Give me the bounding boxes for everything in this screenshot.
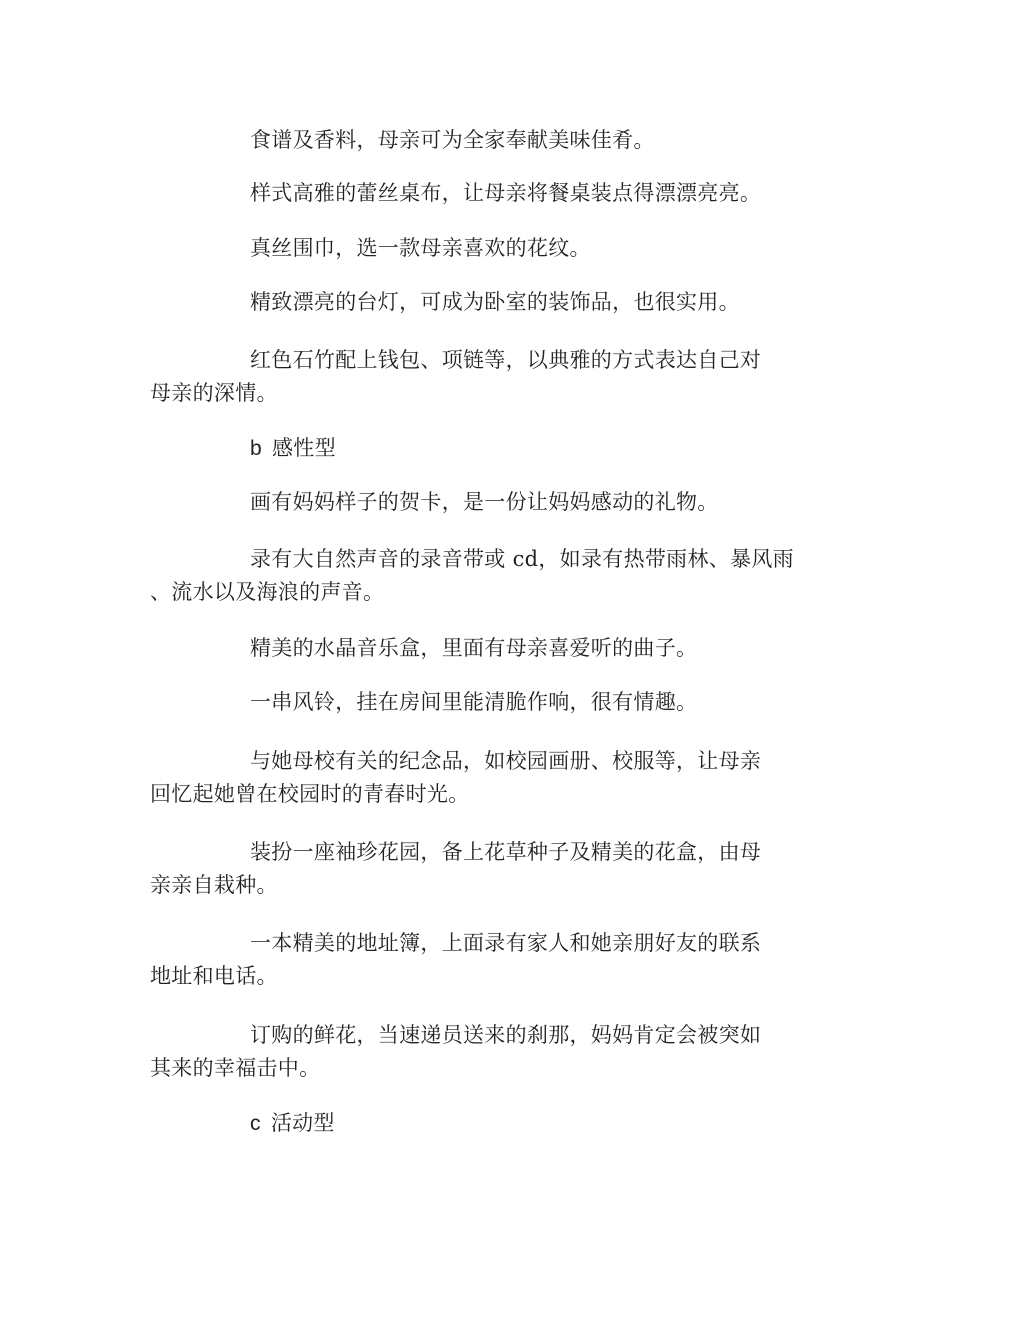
section-marker: b bbox=[250, 437, 262, 460]
paragraph-line: 一串风铃，挂在房间里能清脆作响，很有情趣。 bbox=[250, 690, 698, 714]
paragraph-line: 录有大自然声音的录音带或 cd，如录有热带雨林、暴风雨 bbox=[250, 547, 794, 571]
section-title: 感性型 bbox=[271, 436, 336, 460]
paragraph-line: 画有妈妈样子的贺卡，是一份让妈妈感动的礼物。 bbox=[250, 490, 719, 514]
paragraph-music-box bbox=[150, 632, 810, 665]
paragraph-line: 装扮一座袖珍花园，备上花草种子及精美的花盒，由母 bbox=[250, 840, 762, 864]
paragraph-alma-mater bbox=[150, 745, 810, 811]
section-heading-c bbox=[150, 1107, 810, 1140]
section-marker: c bbox=[250, 1112, 261, 1135]
paragraph-line: 订购的鲜花，当速递员送来的刹那，妈妈肯定会被突如 bbox=[250, 1023, 762, 1047]
paragraph-tablecloth bbox=[150, 177, 810, 210]
paragraph-address-book bbox=[150, 927, 810, 993]
paragraph-flowers bbox=[150, 1019, 810, 1085]
paragraph-recipes bbox=[150, 124, 810, 157]
paragraph-wind-chime bbox=[150, 686, 810, 719]
paragraph-line: 真丝围巾，选一款母亲喜欢的花纹。 bbox=[250, 236, 591, 260]
paragraph-line: 与她母校有关的纪念品，如校园画册、校服等，让母亲 bbox=[250, 749, 762, 773]
paragraph-line: 样式高雅的蕾丝桌布，让母亲将餐桌装点得漂漂亮亮。 bbox=[250, 181, 762, 205]
paragraph-garden bbox=[150, 836, 810, 902]
paragraph-line: 母亲的深情。 bbox=[150, 381, 278, 405]
section-heading-b bbox=[150, 432, 810, 465]
paragraph-nature-sounds bbox=[150, 543, 810, 609]
paragraph-line: 精美的水晶音乐盒，里面有母亲喜爱听的曲子。 bbox=[250, 636, 698, 660]
paragraph-line: 其来的幸福击中。 bbox=[150, 1056, 321, 1080]
paragraph-line: 亲亲自栽种。 bbox=[150, 873, 278, 897]
section-title: 活动型 bbox=[270, 1111, 335, 1135]
paragraph-line: 地址和电话。 bbox=[150, 964, 278, 988]
paragraph-card bbox=[150, 486, 810, 519]
paragraph-line: 一本精美的地址簿，上面录有家人和她亲朋好友的联系 bbox=[250, 931, 762, 955]
paragraph-lamp bbox=[150, 286, 810, 319]
paragraph-scarf bbox=[150, 232, 810, 265]
paragraph-line: 、流水以及海浪的声音。 bbox=[150, 580, 385, 604]
paragraph-line: 食谱及香料，母亲可为全家奉献美味佳肴。 bbox=[250, 128, 655, 152]
paragraph-line: 回忆起她曾在校园时的青春时光。 bbox=[150, 782, 470, 806]
paragraph-carnation bbox=[150, 344, 810, 410]
paragraph-line: 红色石竹配上钱包、项链等，以典雅的方式表达自己对 bbox=[250, 348, 762, 372]
paragraph-line: 精致漂亮的台灯，可成为卧室的装饰品，也很实用。 bbox=[250, 290, 740, 314]
